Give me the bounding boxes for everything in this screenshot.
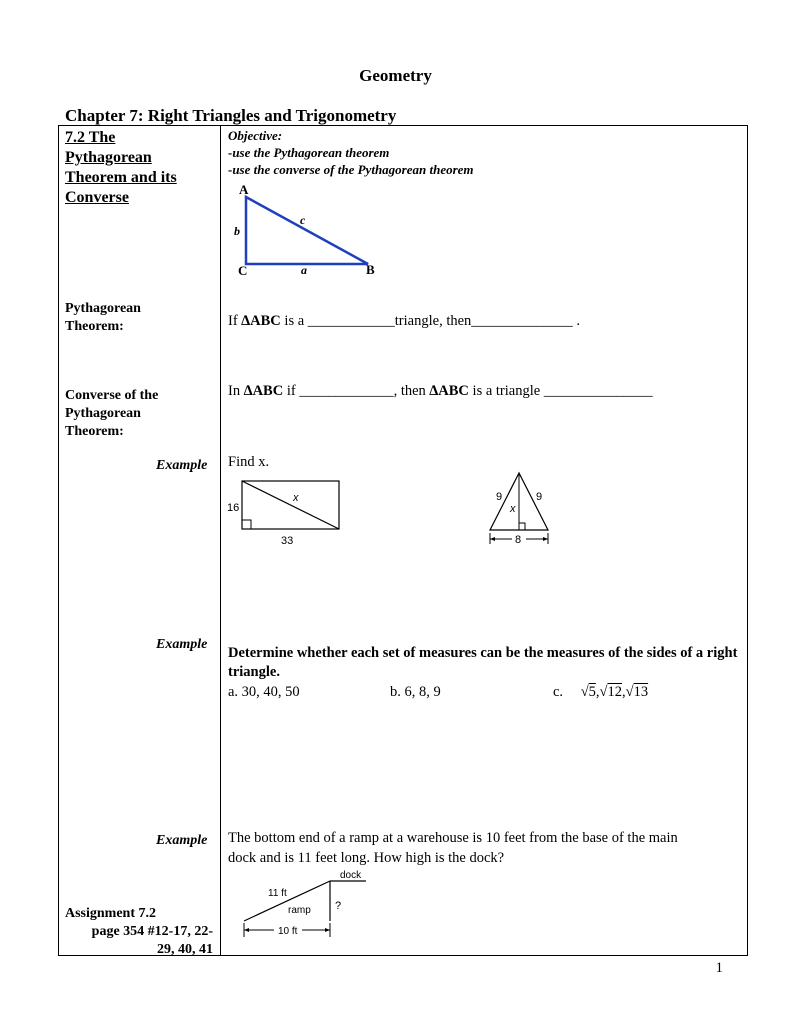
triangle-name: ∆ABC bbox=[241, 313, 281, 329]
section-title-line: Theorem and its bbox=[65, 169, 177, 186]
right-angle-mark bbox=[519, 523, 525, 530]
assignment-line: page 354 #12-17, 22- bbox=[91, 924, 213, 939]
rect-bottom-label: 33 bbox=[281, 535, 294, 547]
converse-label-line: Theorem: bbox=[65, 424, 124, 439]
rectangle-diagonal bbox=[242, 481, 339, 529]
theorem-label-line: Theorem: bbox=[65, 319, 124, 334]
choice-c-label: c. bbox=[553, 684, 564, 700]
dock-label: dock bbox=[340, 870, 362, 881]
isosceles-figure bbox=[482, 468, 562, 548]
triangle-name: ∆ABC bbox=[243, 383, 284, 399]
dim-arrow bbox=[325, 928, 330, 932]
section-title-line: 7.2 The bbox=[65, 129, 116, 146]
sqrt-icon: √ bbox=[625, 684, 634, 700]
iso-right-label: 9 bbox=[536, 491, 543, 503]
theorem-label-line: Pythagorean bbox=[65, 301, 141, 316]
page-title: Geometry bbox=[359, 66, 432, 85]
side-b-label: b bbox=[234, 224, 240, 238]
example2-prompt: Determine whether each set of measures can be the measures of the sides of a right triangle. bbox=[228, 645, 738, 680]
example2-choice-a: a. 30, 40, 50 bbox=[228, 684, 300, 700]
ramp-label: ramp bbox=[288, 905, 311, 916]
side-c-label: c bbox=[300, 213, 306, 227]
dim-arrow bbox=[244, 928, 249, 932]
converse-post: is a triangle _______________ bbox=[468, 383, 653, 399]
section-title bbox=[65, 128, 177, 208]
page-number: 1 bbox=[715, 960, 723, 976]
sqrt-icon: √ bbox=[580, 684, 589, 700]
converse-mid: if _____________, then bbox=[283, 383, 430, 399]
example-label: Example bbox=[156, 637, 208, 652]
ramp-line bbox=[244, 881, 330, 921]
radicand: 13 bbox=[633, 684, 649, 700]
side-a-label: a bbox=[301, 263, 307, 277]
objective-heading: Objective: bbox=[228, 128, 283, 143]
triangle-name: ∆ABC bbox=[429, 383, 469, 399]
vertex-b-label: B bbox=[366, 262, 375, 277]
sqrt-icon: √ bbox=[599, 684, 608, 700]
iso-left-label: 9 bbox=[496, 491, 503, 503]
dim-arrow bbox=[490, 537, 495, 541]
example3-prompt-line: The bottom end of a ramp at a warehouse is 10 feet from the base of the main bbox=[228, 830, 678, 846]
example-label: Example bbox=[156, 458, 208, 473]
ramp-figure bbox=[238, 866, 373, 941]
objective bbox=[228, 127, 474, 178]
right-angle-mark bbox=[242, 520, 251, 529]
radicand: 5 bbox=[588, 684, 596, 700]
example1-prompt: Find x. bbox=[228, 454, 270, 470]
vertex-a-label: A bbox=[239, 182, 249, 197]
radicand: 12 bbox=[607, 684, 622, 700]
example3-prompt-line: dock and is 11 feet long. How high is the dock? bbox=[228, 850, 505, 866]
section-title-line: Pythagorean bbox=[65, 149, 152, 166]
chapter-heading: Chapter 7: Right Triangles and Trigonometry bbox=[65, 106, 397, 125]
objective-item: -use the converse of the Pythagorean theorem bbox=[228, 162, 474, 177]
section-title-line: Converse bbox=[65, 189, 129, 206]
rectangle-figure bbox=[225, 478, 345, 548]
iso-base-label: 8 bbox=[515, 534, 522, 546]
converse-label-line: Converse of the bbox=[65, 388, 159, 403]
triangle-abc-figure bbox=[225, 182, 395, 282]
height-unknown-label: ? bbox=[335, 900, 342, 912]
example-label: Example bbox=[156, 833, 208, 848]
column-divider bbox=[220, 125, 221, 956]
theorem-statement bbox=[228, 311, 580, 331]
theorem-post: is a ____________triangle, then______________ . bbox=[280, 313, 581, 329]
example2-choice-c: c. √5,√12,√13 bbox=[553, 684, 649, 700]
triangle-abc-shape bbox=[246, 197, 368, 264]
assignment-line: Assignment 7.2 bbox=[65, 906, 157, 921]
example2-choice-b: b. 6, 8, 9 bbox=[390, 684, 441, 700]
example3-prompt bbox=[228, 828, 678, 868]
assignment-line: 29, 40, 41 bbox=[157, 942, 213, 957]
objective-item: -use the Pythagorean theorem bbox=[228, 145, 390, 160]
dim-arrow bbox=[543, 537, 548, 541]
converse-pre: In bbox=[228, 383, 244, 399]
vertex-c-label: C bbox=[238, 263, 248, 278]
iso-height-label: x bbox=[510, 503, 516, 515]
assignment bbox=[65, 905, 213, 959]
converse-label bbox=[65, 387, 158, 441]
base-length-label: 10 ft bbox=[278, 926, 298, 937]
converse-statement bbox=[228, 381, 653, 401]
theorem-label bbox=[65, 300, 141, 336]
rect-side-label: 16 bbox=[227, 502, 240, 514]
converse-label-line: Pythagorean bbox=[65, 406, 141, 421]
theorem-pre: If bbox=[228, 313, 242, 329]
rect-diagonal-label: x bbox=[293, 492, 299, 504]
ramp-length-label: 11 ft bbox=[268, 888, 287, 899]
